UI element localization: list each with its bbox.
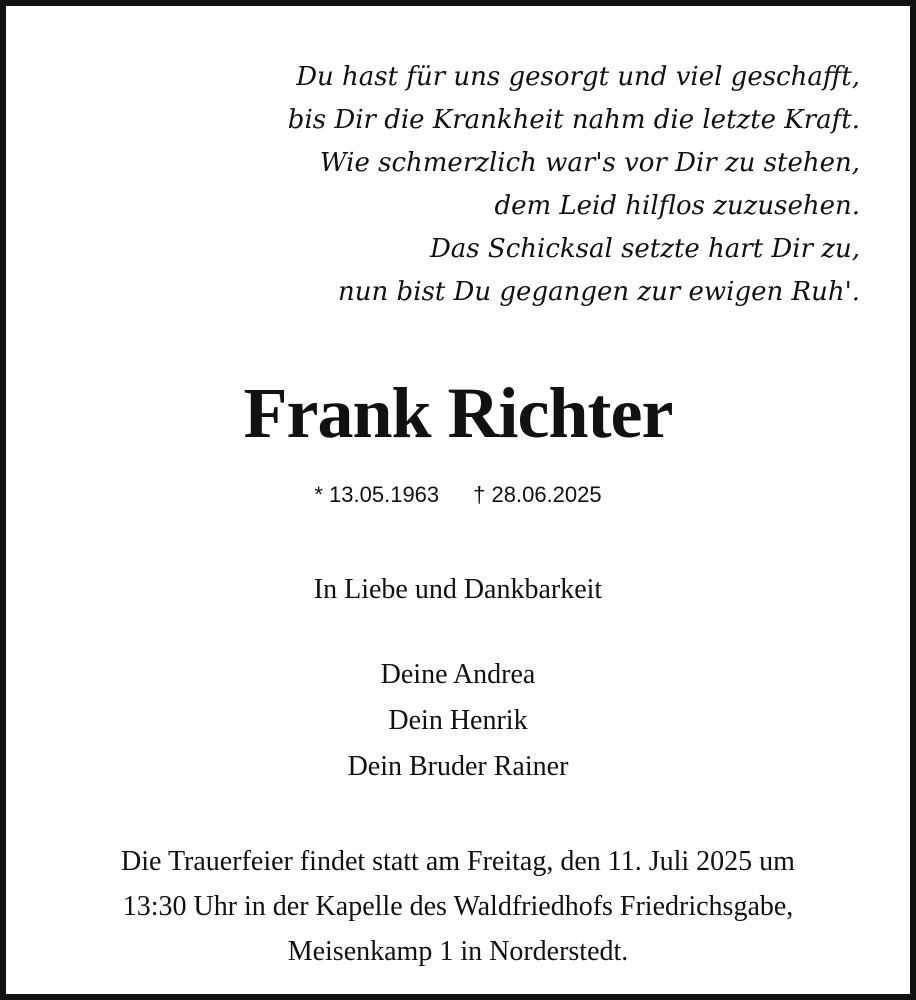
birth-date: * 13.05.1963 bbox=[314, 482, 440, 507]
poem-line: Du hast für uns gesorgt und viel geschafft, bbox=[296, 62, 860, 92]
service-line: Meisenkamp 1 in Norderstedt. bbox=[287, 936, 629, 967]
service-line: Die Trauerfeier findet statt am Freitag, den 11. Juli 2025 um bbox=[121, 846, 795, 877]
poem-line: Das Schicksal setzte hart Dir zu, bbox=[429, 234, 860, 264]
dedication-text: In Liebe und Dankbarkeit bbox=[313, 574, 603, 605]
memorial-poem bbox=[288, 56, 860, 314]
signer: Dein Bruder Rainer bbox=[347, 751, 569, 782]
poem-line: bis Dir die Krankheit nahm die letzte Kraft. bbox=[287, 105, 860, 135]
poem-line: nun bist Du gegangen zur ewigen Ruh'. bbox=[338, 277, 860, 307]
funeral-service-info bbox=[6, 839, 910, 974]
life-dates bbox=[6, 480, 910, 510]
signer: Dein Henrik bbox=[388, 705, 528, 736]
signer: Deine Andrea bbox=[380, 659, 536, 690]
poem-line: Wie schmerzlich war's vor Dir zu stehen, bbox=[319, 148, 860, 178]
poem-line: dem Leid hilflos zuzusehen. bbox=[494, 191, 860, 221]
death-date: † 28.06.2025 bbox=[473, 482, 602, 507]
deceased-name: Frank Richter bbox=[243, 373, 673, 453]
service-line: 13:30 Uhr in der Kapelle des Waldfriedhofs Friedrichsgabe, bbox=[122, 891, 794, 922]
signers-list bbox=[6, 652, 910, 790]
